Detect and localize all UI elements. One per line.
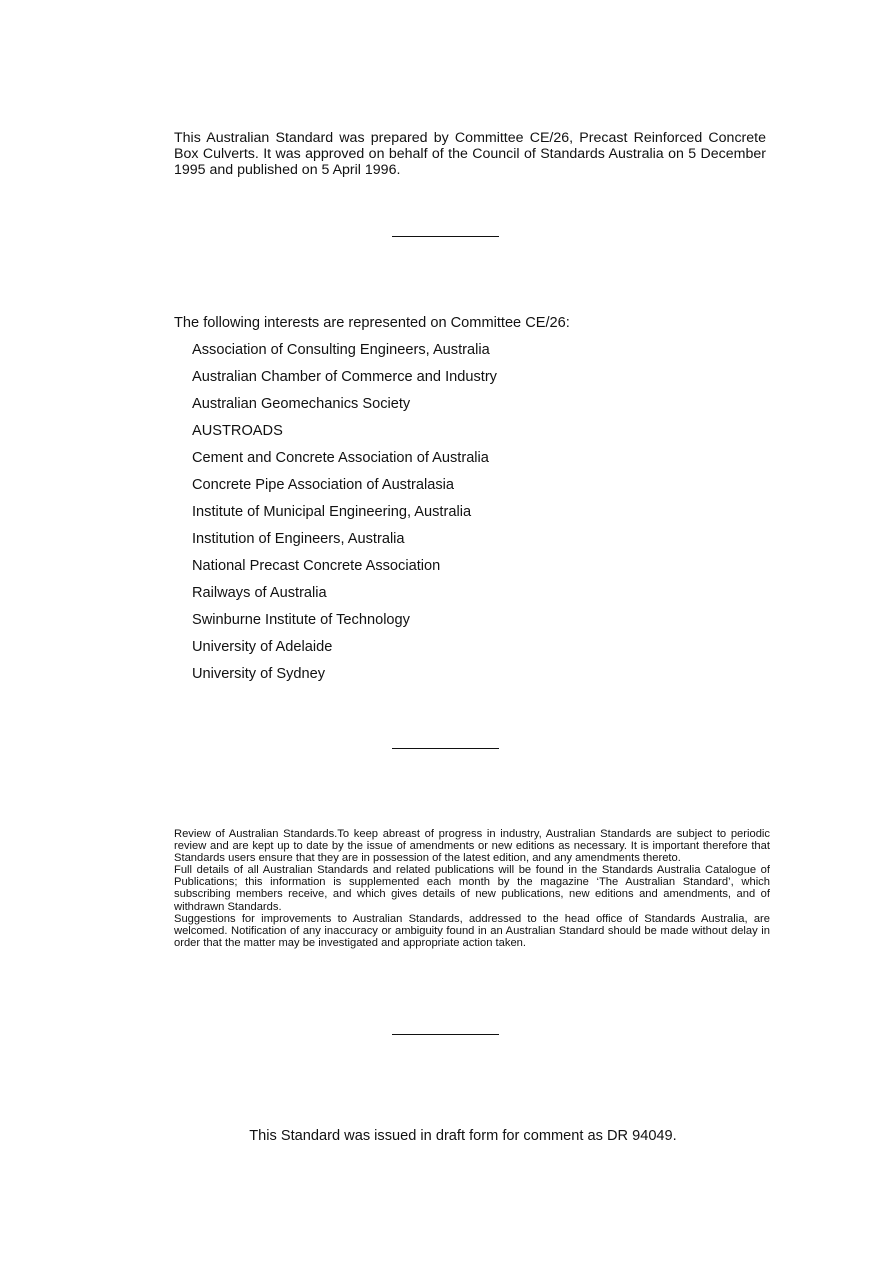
interests-list (192, 341, 497, 692)
list-item: AUSTROADS (192, 423, 283, 439)
review-notice (174, 828, 770, 949)
list-item: Concrete Pipe Association of Australasia (192, 477, 455, 493)
review-paragraph: Full details of all Australian Standards and related publications will be found in the Standards Australia Catalogue of Publications; this information is supplemented each month by the magazine ‘The Australian Standard’, which subscribing members receive, and which gives details of new publications, new editions and amendments, and of withdrawn Standards. (174, 864, 770, 913)
list-item: Swinburne Institute of Technology (192, 612, 410, 628)
list-item: University of Sydney (192, 666, 326, 682)
list-item: Institute of Municipal Engineering, Australia (192, 504, 472, 520)
review-paragraph: Suggestions for improvements to Australian Standards, addressed to the head office of Standards Australia, are welcomed. Notification of any inaccuracy or ambiguity found in an Australian Standard should be made without delay in order that the matter may be investigated and appropriate action taken. (174, 912, 770, 949)
list-item: Institution of Engineers, Australia (192, 531, 405, 547)
section-divider (392, 1034, 499, 1035)
list-item: Association of Consulting Engineers, Australia (192, 342, 490, 358)
interests-intro: The following interests are represented on Committee CE/26: (174, 315, 570, 331)
review-paragraph: Review of Australian Standards.To keep abreast of progress in industry, Australian Standards are subject to periodic review and are kept up to date by the issue of amendments or new editions as necessary. It is important therefore that Standards users ensure that they are in possession of the latest edition, and any amendments thereto. (174, 828, 770, 865)
list-item: Australian Chamber of Commerce and Industry (192, 369, 497, 385)
list-item: Australian Geomechanics Society (192, 396, 411, 412)
list-item: Cement and Concrete Association of Australia (192, 450, 489, 466)
list-item: National Precast Concrete Association (192, 558, 441, 574)
section-divider (392, 236, 499, 237)
draft-note: This Standard was issued in draft form for comment as DR 94049. (249, 1127, 677, 1144)
list-item: Railways of Australia (192, 585, 327, 601)
section-divider (392, 748, 499, 749)
approval-statement: This Australian Standard was prepared by Committee CE/26, Precast Reinforced Concrete Box Culverts. It was approved on behalf of the Council of Standards Australia on 5 December 1995 and published on 5 April 1996. (174, 130, 766, 179)
list-item: University of Adelaide (192, 639, 333, 655)
